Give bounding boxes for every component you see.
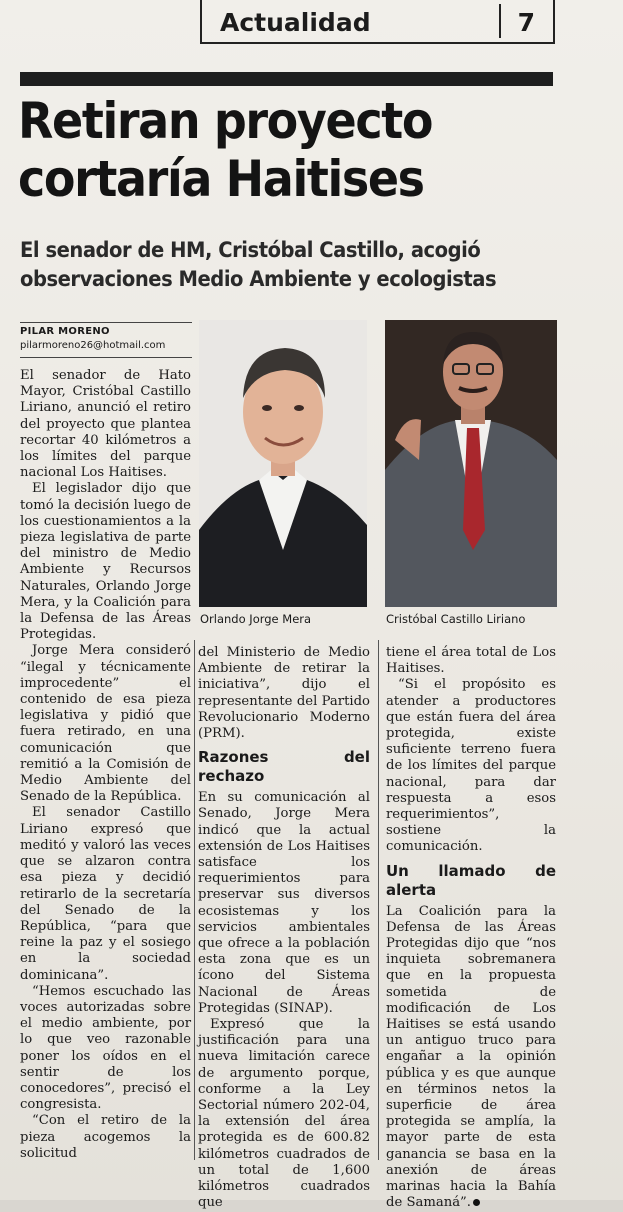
section-name: Actualidad [220,8,371,37]
paragraph: En su comunicación al Senado, Jorge Mera indicó que la actual extensión de Los Haitises satisface los requerimientos para preservar sus diversos ecosistemas y los servicios ambientales que ofrece a la población esta zona que es un ícono del Sistema Nacional de Áreas Protegidas (SINAP). [198,790,370,1016]
byline-rule-top [20,322,192,323]
paragraph: “Si el propósito es atender a productores que están fuera del área protegida, existe suficiente terreno fuera de los límites del parque nacional, para dar respuesta a esos requerimientos”, sostiene la comunicación. [386,677,556,855]
page-number-divider [499,4,501,38]
photo-caption-2: Cristóbal Castillo Liriano [386,612,526,626]
byline-rule-bottom [20,357,192,358]
paragraph: El senador Castillo Liriano expresó que meditó y valoró las veces que se alzaron contra esa pieza y decidió retirarlo de la secretaría del Senado de la República, “para que reine la paz y el sosiego en la sociedad dominicana”. [20,805,191,983]
paragraph-text: La Coalición para la Defensa de las Áreas Protegidas dijo que “nos inquieta sobremanera que en la propuesta sometida de modificación de Los Haitises se está usando un antiguo truco para engañar a la opinión pública y es que aunque en términos netos la superficie de área protegida se amplía, la mayor parte de esta ganancia se basa en la anexión de áreas marinas hacia la Bahía de Samaná”. [386,903,556,1211]
paragraph: tiene el área total de Los Haitises. [386,645,556,677]
portrait-image [199,320,367,607]
paragraph: del Ministerio de Medio Ambiente de retirar la iniciativa”, dijo el representante del Partido Revolucionario Moderno (PRM). [198,645,370,742]
subheadline-line-2: observaciones Medio Ambiente y ecologistas [20,267,497,291]
subheadline [20,236,541,294]
subheadline-line-1: El senador de HM, Cristóbal Castillo, acogió [20,238,481,262]
author-email: pilarmoreno26@hotmail.com [20,340,166,351]
paragraph: Expresó que la justificación para una nueva limitación carece de argumento porque, conforme a la Ley Sectorial número 202-04, la extensión del área protegida es de 600.82 kilómetros cuadrados de un total de 1,600 kilómetros cuadrados que [198,1017,370,1211]
headline-top-bar [20,72,553,86]
column-divider [378,640,379,1160]
paragraph: “Con el retiro de la pieza acogemos la solicitud [20,1113,191,1161]
paragraph [386,904,556,1212]
photo-caption-1: Orlando Jorge Mera [200,612,312,626]
headline-line-2: cortaría Haitises [18,150,424,208]
article-column-2 [198,645,370,1212]
photo-cristobal-castillo-liriano [385,320,557,607]
article-column-1 [20,368,191,1162]
column-divider [194,640,195,1160]
paragraph: El legislador dijo que tomó la decisión luego de los cuestionamientos a la pieza legislativa de parte del ministro de Medio Ambiente y Recursos Naturales, Orlando Jorge Mera, y la Coalición para la Defensa de las Áreas Protegidas. [20,481,191,643]
paragraph: El senador de Hato Mayor, Cristóbal Castillo Liriano, anunció el retiro del proyecto que plantea recortar 40 kilómetros a los límites del parque nacional Los Haitises. [20,368,191,481]
end-of-article-mark [473,1199,480,1206]
article-column-3 [386,645,556,1212]
headline [18,92,533,208]
subtitle-razones: Razones del rechazo [198,748,370,786]
section-header [200,0,555,44]
author-name: PILAR MORENO [20,326,110,337]
paragraph: Jorge Mera consideró “ilegal y técnicamente improcedente” el contenido de esa pieza legislativa y pidió que fuera retirado, en una comunicación que remitió a la Comisión de Medio Ambiente del Senado de la República. [20,643,191,805]
portrait-image [385,320,557,607]
paragraph: “Hemos escuchado las voces autorizadas sobre el medio ambiente, por lo que veo razonable poner los oídos en el sentir de los conocedores”, precisó el congresista. [20,983,191,1113]
headline-line-1: Retiran proyecto [18,92,433,150]
subtitle-alerta: Un llamado de alerta [386,861,556,899]
photo-orlando-jorge-mera [199,320,367,607]
page-number: 7 [517,8,535,37]
